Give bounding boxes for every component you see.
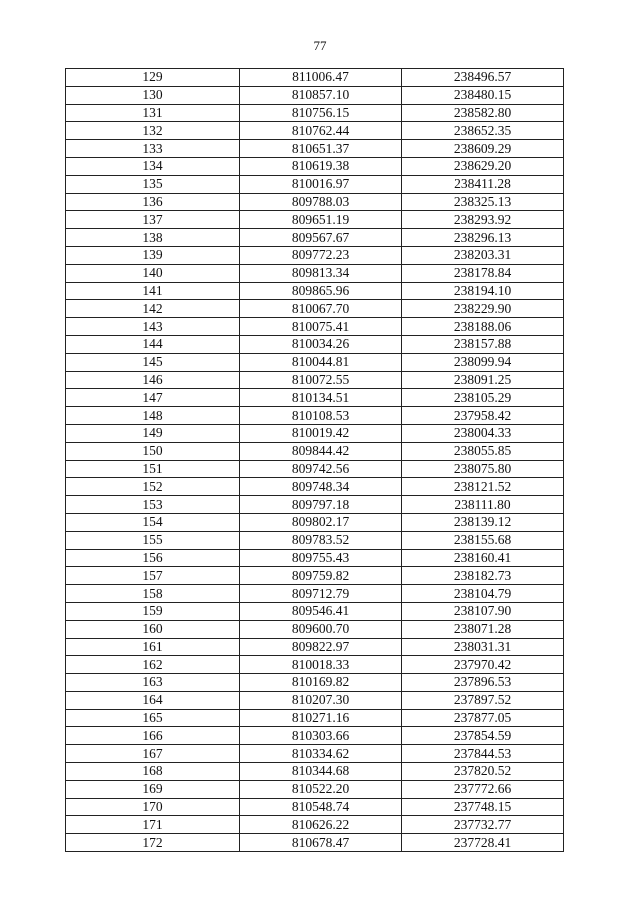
y-coordinate-cell: 238325.13 — [402, 193, 564, 211]
y-coordinate-cell: 238071.28 — [402, 620, 564, 638]
x-coordinate-cell: 809742.56 — [240, 460, 402, 478]
point-number-cell: 155 — [66, 531, 240, 549]
y-coordinate-cell: 238155.68 — [402, 531, 564, 549]
point-number-cell: 168 — [66, 763, 240, 781]
table-row — [66, 335, 564, 353]
table-row — [66, 780, 564, 798]
x-coordinate-cell: 810626.22 — [240, 816, 402, 834]
table-row — [66, 816, 564, 834]
table-row — [66, 389, 564, 407]
x-coordinate-cell: 809802.17 — [240, 513, 402, 531]
y-coordinate-cell: 237844.53 — [402, 745, 564, 763]
table-row — [66, 86, 564, 104]
table-row — [66, 442, 564, 460]
point-number-cell: 139 — [66, 246, 240, 264]
point-number-cell: 148 — [66, 407, 240, 425]
y-coordinate-cell: 238075.80 — [402, 460, 564, 478]
point-number-cell: 136 — [66, 193, 240, 211]
point-number-cell: 145 — [66, 353, 240, 371]
table-row — [66, 122, 564, 140]
table-row — [66, 674, 564, 692]
table-row — [66, 763, 564, 781]
point-number-cell: 162 — [66, 656, 240, 674]
x-coordinate-cell: 809813.34 — [240, 264, 402, 282]
x-coordinate-cell: 809748.34 — [240, 478, 402, 496]
point-number-cell: 150 — [66, 442, 240, 460]
x-coordinate-cell: 810207.30 — [240, 691, 402, 709]
x-coordinate-cell: 810016.97 — [240, 175, 402, 193]
y-coordinate-cell: 238004.33 — [402, 424, 564, 442]
x-coordinate-cell: 809712.79 — [240, 585, 402, 603]
table-row — [66, 424, 564, 442]
table-row — [66, 638, 564, 656]
table-row — [66, 478, 564, 496]
table-row — [66, 407, 564, 425]
y-coordinate-cell: 237970.42 — [402, 656, 564, 674]
table-row — [66, 834, 564, 852]
x-coordinate-cell: 810067.70 — [240, 300, 402, 318]
x-coordinate-cell: 810044.81 — [240, 353, 402, 371]
table-row — [66, 585, 564, 603]
coordinates-table — [65, 68, 564, 852]
x-coordinate-cell: 810075.41 — [240, 318, 402, 336]
table-row — [66, 620, 564, 638]
table-body — [66, 69, 564, 852]
y-coordinate-cell: 238091.25 — [402, 371, 564, 389]
table-row — [66, 104, 564, 122]
table-row — [66, 691, 564, 709]
y-coordinate-cell: 237748.15 — [402, 798, 564, 816]
point-number-cell: 149 — [66, 424, 240, 442]
table-row — [66, 549, 564, 567]
table-row — [66, 300, 564, 318]
x-coordinate-cell: 810334.62 — [240, 745, 402, 763]
table-row — [66, 727, 564, 745]
table-row — [66, 211, 564, 229]
y-coordinate-cell: 238139.12 — [402, 513, 564, 531]
y-coordinate-cell: 238652.35 — [402, 122, 564, 140]
point-number-cell: 153 — [66, 496, 240, 514]
x-coordinate-cell: 809783.52 — [240, 531, 402, 549]
y-coordinate-cell: 237897.52 — [402, 691, 564, 709]
point-number-cell: 144 — [66, 335, 240, 353]
x-coordinate-cell: 810619.38 — [240, 157, 402, 175]
y-coordinate-cell: 238099.94 — [402, 353, 564, 371]
y-coordinate-cell: 238105.29 — [402, 389, 564, 407]
point-number-cell: 157 — [66, 567, 240, 585]
x-coordinate-cell: 809788.03 — [240, 193, 402, 211]
x-coordinate-cell: 809651.19 — [240, 211, 402, 229]
point-number-cell: 152 — [66, 478, 240, 496]
point-number-cell: 133 — [66, 140, 240, 158]
point-number-cell: 138 — [66, 229, 240, 247]
table-row — [66, 229, 564, 247]
x-coordinate-cell: 810522.20 — [240, 780, 402, 798]
y-coordinate-cell: 237732.77 — [402, 816, 564, 834]
x-coordinate-cell: 810678.47 — [240, 834, 402, 852]
x-coordinate-cell: 810344.68 — [240, 763, 402, 781]
y-coordinate-cell: 237772.66 — [402, 780, 564, 798]
x-coordinate-cell: 809797.18 — [240, 496, 402, 514]
x-coordinate-cell: 811006.47 — [240, 69, 402, 87]
table-row — [66, 513, 564, 531]
point-number-cell: 151 — [66, 460, 240, 478]
table-row — [66, 246, 564, 264]
table-row — [66, 282, 564, 300]
point-number-cell: 170 — [66, 798, 240, 816]
y-coordinate-cell: 238609.29 — [402, 140, 564, 158]
y-coordinate-cell: 238111.80 — [402, 496, 564, 514]
table-row — [66, 798, 564, 816]
point-number-cell: 171 — [66, 816, 240, 834]
point-number-cell: 146 — [66, 371, 240, 389]
point-number-cell: 169 — [66, 780, 240, 798]
point-number-cell: 129 — [66, 69, 240, 87]
table-row — [66, 353, 564, 371]
table-row — [66, 175, 564, 193]
x-coordinate-cell: 810762.44 — [240, 122, 402, 140]
y-coordinate-cell: 238293.92 — [402, 211, 564, 229]
point-number-cell: 143 — [66, 318, 240, 336]
x-coordinate-cell: 810169.82 — [240, 674, 402, 692]
x-coordinate-cell: 810756.15 — [240, 104, 402, 122]
x-coordinate-cell: 809755.43 — [240, 549, 402, 567]
point-number-cell: 131 — [66, 104, 240, 122]
table-row — [66, 371, 564, 389]
x-coordinate-cell: 809865.96 — [240, 282, 402, 300]
point-number-cell: 132 — [66, 122, 240, 140]
y-coordinate-cell: 238411.28 — [402, 175, 564, 193]
y-coordinate-cell: 237877.05 — [402, 709, 564, 727]
x-coordinate-cell: 809546.41 — [240, 602, 402, 620]
point-number-cell: 172 — [66, 834, 240, 852]
x-coordinate-cell: 809759.82 — [240, 567, 402, 585]
y-coordinate-cell: 237896.53 — [402, 674, 564, 692]
y-coordinate-cell: 238178.84 — [402, 264, 564, 282]
y-coordinate-cell: 237820.52 — [402, 763, 564, 781]
table-row — [66, 69, 564, 87]
y-coordinate-cell: 238157.88 — [402, 335, 564, 353]
y-coordinate-cell: 238031.31 — [402, 638, 564, 656]
x-coordinate-cell: 810019.42 — [240, 424, 402, 442]
y-coordinate-cell: 238203.31 — [402, 246, 564, 264]
y-coordinate-cell: 238296.13 — [402, 229, 564, 247]
table-row — [66, 264, 564, 282]
x-coordinate-cell: 809822.97 — [240, 638, 402, 656]
x-coordinate-cell: 810018.33 — [240, 656, 402, 674]
y-coordinate-cell: 238107.90 — [402, 602, 564, 620]
y-coordinate-cell: 238188.06 — [402, 318, 564, 336]
y-coordinate-cell: 238160.41 — [402, 549, 564, 567]
point-number-cell: 147 — [66, 389, 240, 407]
y-coordinate-cell: 238480.15 — [402, 86, 564, 104]
x-coordinate-cell: 810651.37 — [240, 140, 402, 158]
y-coordinate-cell: 238229.90 — [402, 300, 564, 318]
x-coordinate-cell: 809567.67 — [240, 229, 402, 247]
point-number-cell: 156 — [66, 549, 240, 567]
point-number-cell: 163 — [66, 674, 240, 692]
point-number-cell: 134 — [66, 157, 240, 175]
table-row — [66, 193, 564, 211]
table-row — [66, 157, 564, 175]
y-coordinate-cell: 238582.80 — [402, 104, 564, 122]
x-coordinate-cell: 810134.51 — [240, 389, 402, 407]
page-number: 77 — [313, 38, 327, 53]
x-coordinate-cell: 809844.42 — [240, 442, 402, 460]
point-number-cell: 161 — [66, 638, 240, 656]
y-coordinate-cell: 237728.41 — [402, 834, 564, 852]
x-coordinate-cell: 810072.55 — [240, 371, 402, 389]
point-number-cell: 141 — [66, 282, 240, 300]
y-coordinate-cell: 238496.57 — [402, 69, 564, 87]
y-coordinate-cell: 237854.59 — [402, 727, 564, 745]
y-coordinate-cell: 238182.73 — [402, 567, 564, 585]
x-coordinate-cell: 810857.10 — [240, 86, 402, 104]
x-coordinate-cell: 810548.74 — [240, 798, 402, 816]
table-row — [66, 745, 564, 763]
point-number-cell: 130 — [66, 86, 240, 104]
y-coordinate-cell: 238104.79 — [402, 585, 564, 603]
x-coordinate-cell: 810303.66 — [240, 727, 402, 745]
y-coordinate-cell: 237958.42 — [402, 407, 564, 425]
point-number-cell: 164 — [66, 691, 240, 709]
y-coordinate-cell: 238055.85 — [402, 442, 564, 460]
point-number-cell: 137 — [66, 211, 240, 229]
table-row — [66, 709, 564, 727]
point-number-cell: 167 — [66, 745, 240, 763]
table-row — [66, 602, 564, 620]
point-number-cell: 166 — [66, 727, 240, 745]
x-coordinate-cell: 810271.16 — [240, 709, 402, 727]
y-coordinate-cell: 238629.20 — [402, 157, 564, 175]
table-row — [66, 496, 564, 514]
table-row — [66, 567, 564, 585]
point-number-cell: 160 — [66, 620, 240, 638]
point-number-cell: 159 — [66, 602, 240, 620]
point-number-cell: 158 — [66, 585, 240, 603]
x-coordinate-cell: 810034.26 — [240, 335, 402, 353]
table-row — [66, 140, 564, 158]
point-number-cell: 135 — [66, 175, 240, 193]
table-row — [66, 460, 564, 478]
x-coordinate-cell: 809772.23 — [240, 246, 402, 264]
x-coordinate-cell: 810108.53 — [240, 407, 402, 425]
y-coordinate-cell: 238121.52 — [402, 478, 564, 496]
table-row — [66, 531, 564, 549]
x-coordinate-cell: 809600.70 — [240, 620, 402, 638]
point-number-cell: 154 — [66, 513, 240, 531]
table-row — [66, 656, 564, 674]
table-row — [66, 318, 564, 336]
point-number-cell: 165 — [66, 709, 240, 727]
point-number-cell: 142 — [66, 300, 240, 318]
y-coordinate-cell: 238194.10 — [402, 282, 564, 300]
point-number-cell: 140 — [66, 264, 240, 282]
